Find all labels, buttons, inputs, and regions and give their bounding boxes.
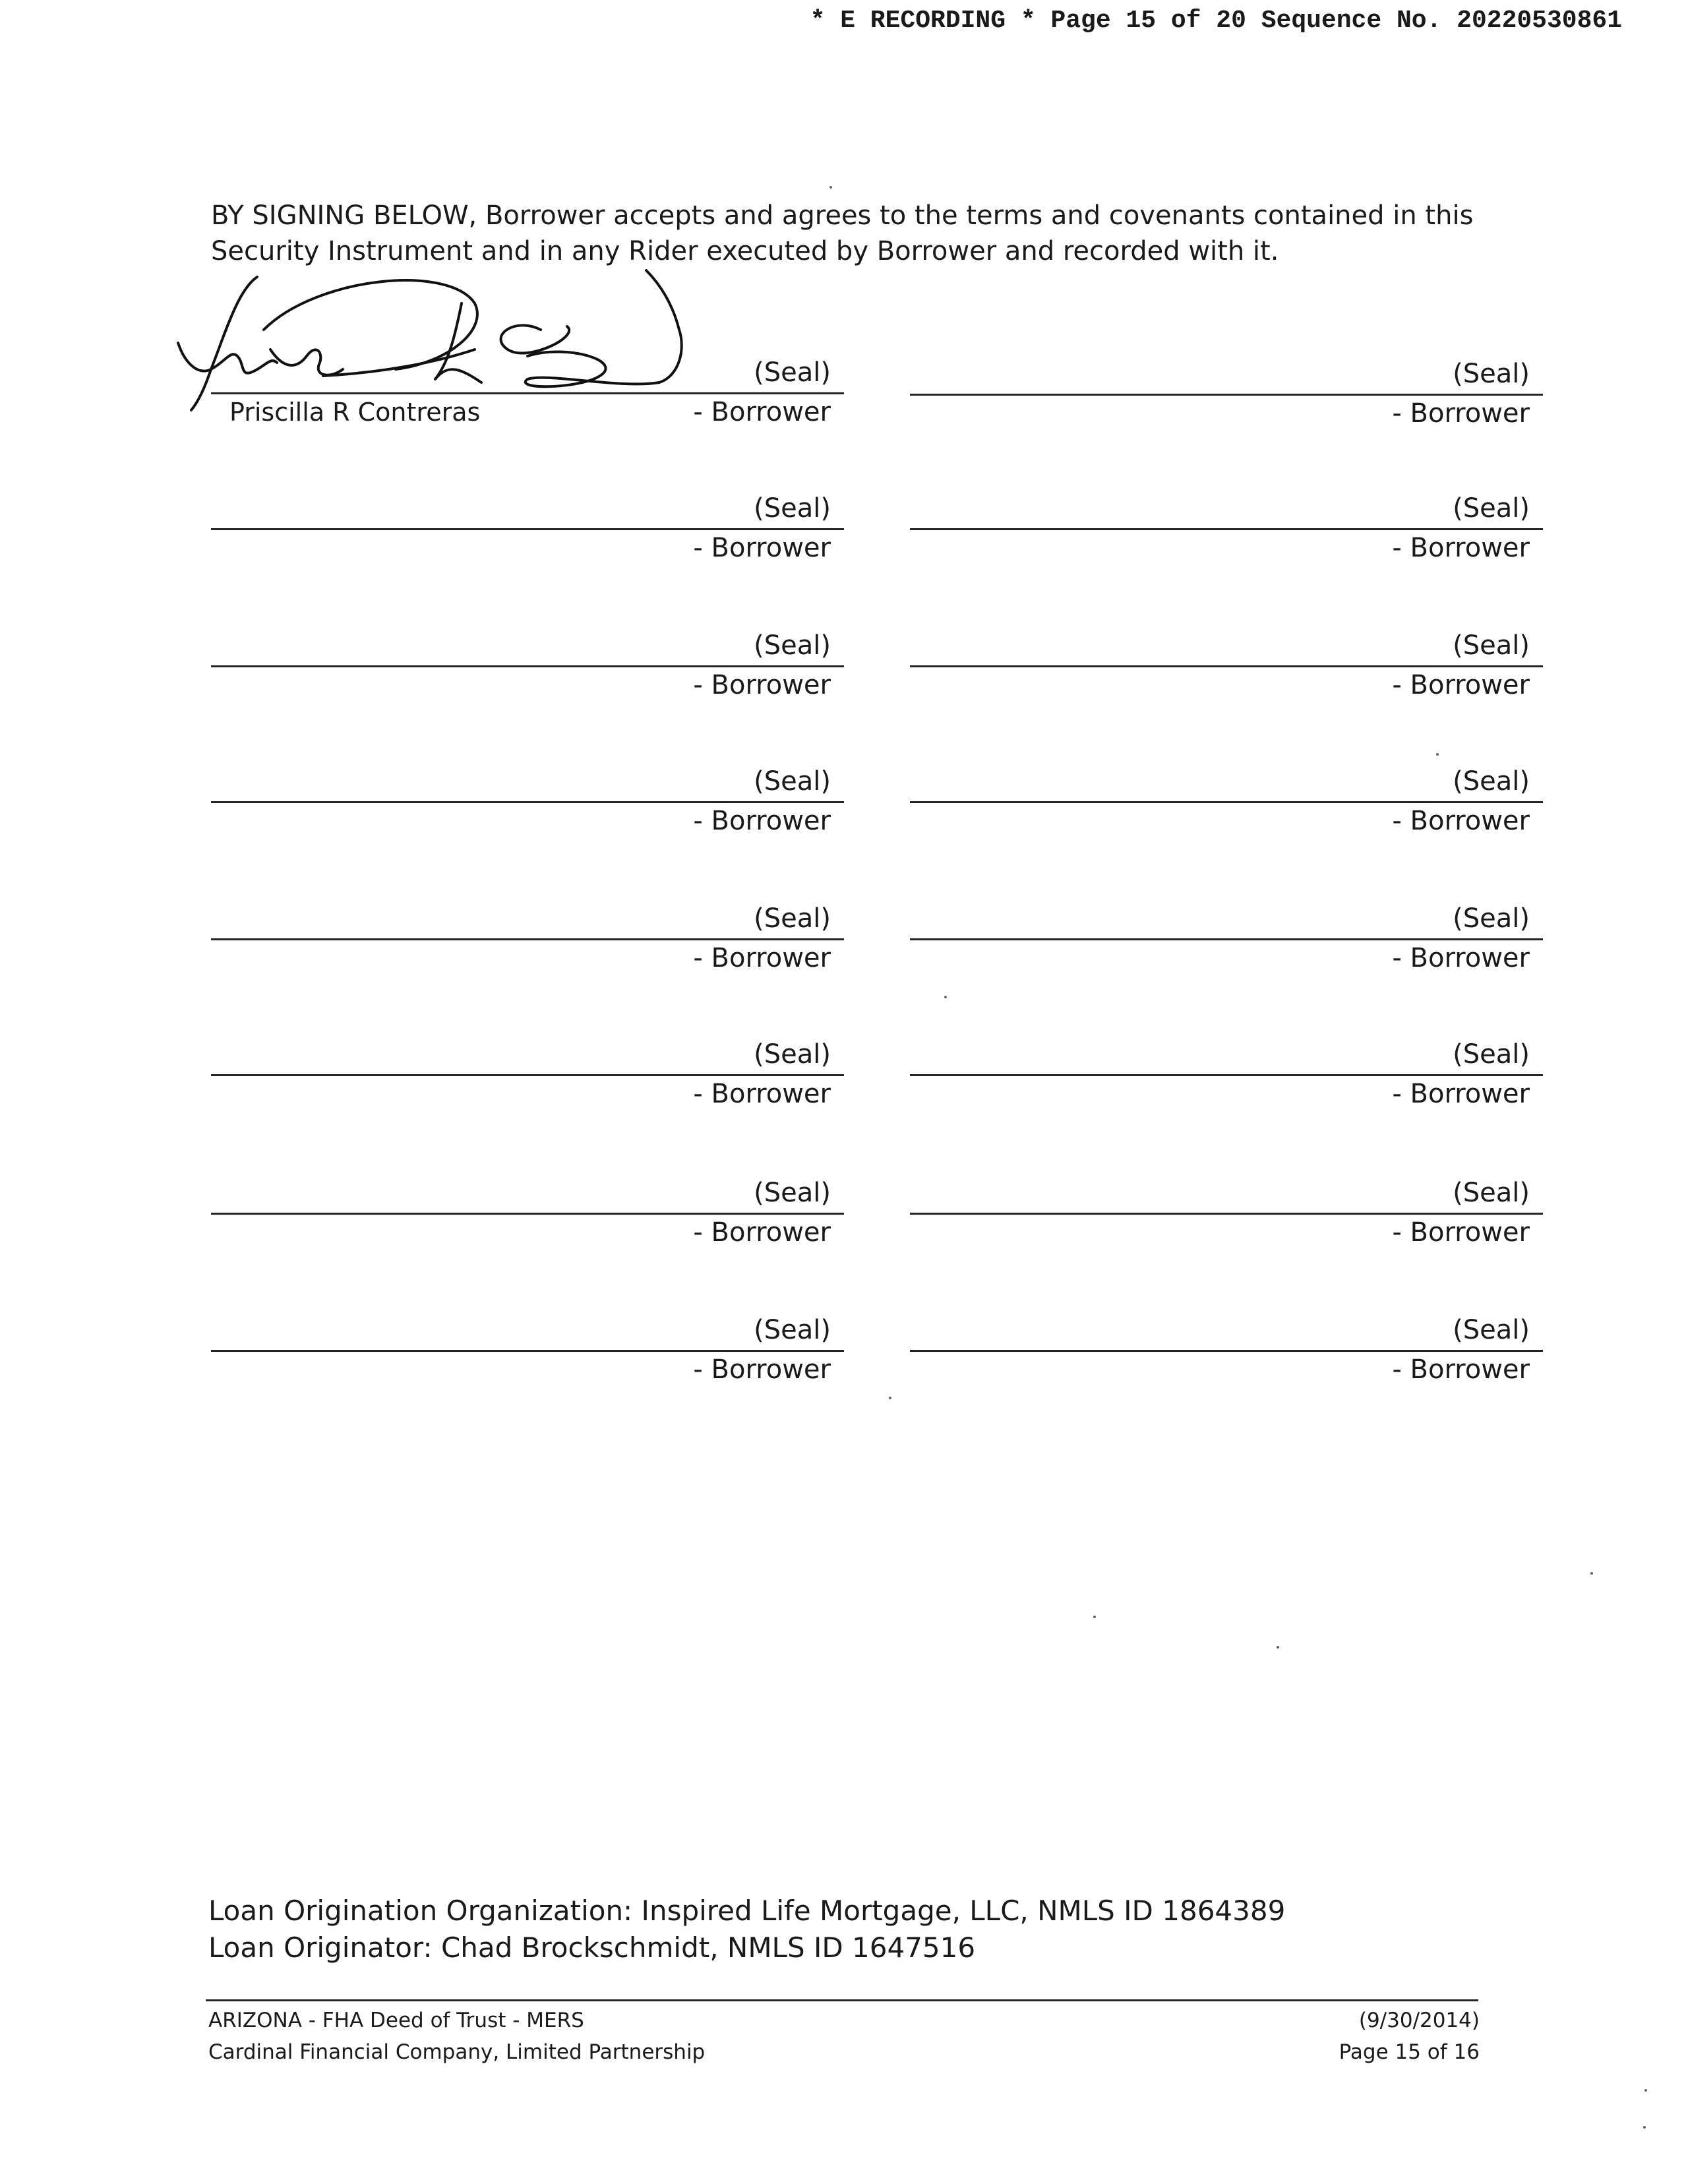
borrower-label: - Borrower	[693, 1217, 831, 1248]
signature-block-right-3[interactable]	[910, 629, 1543, 702]
footer-form-title: ARIZONA - FHA Deed of Trust - MERS	[208, 2009, 584, 2032]
signature-line	[910, 1074, 1543, 1076]
scan-speck	[944, 996, 947, 998]
scan-speck	[829, 186, 832, 189]
borrower-label: - Borrower	[1392, 670, 1530, 700]
signature-line	[910, 938, 1543, 940]
seal-label: (Seal)	[754, 903, 831, 934]
scan-speck	[1643, 2126, 1646, 2129]
signature-block-left-7[interactable]	[211, 1176, 844, 1249]
signature-block-left-6[interactable]	[211, 1038, 844, 1110]
footer-divider	[206, 1999, 1478, 2001]
footer-company: Cardinal Financial Company, Limited Partnership	[208, 2040, 706, 2064]
signing-statement: BY SIGNING BELOW, Borrower accepts and agrees to the terms and covenants contained in this Security Instrument and in any Rider executed by Borrower and recorded with it.	[211, 200, 1474, 266]
seal-label: (Seal)	[1453, 1039, 1530, 1070]
signature-line	[211, 665, 844, 667]
signature-block-left-8[interactable]	[211, 1314, 844, 1386]
footer-form-date: (9/30/2014)	[1358, 2009, 1480, 2032]
borrower-label: - Borrower	[1392, 1217, 1530, 1248]
signature-line	[211, 392, 844, 394]
signature-line	[211, 1213, 844, 1215]
signer-name: Priscilla R Contreras	[229, 398, 481, 427]
borrower-label: - Borrower	[1392, 398, 1530, 429]
footer-form-info	[208, 2005, 705, 2068]
scan-speck	[1644, 2089, 1647, 2092]
borrower-label: - Borrower	[693, 1079, 831, 1109]
signature-line	[211, 1350, 844, 1352]
signature-block-left-5[interactable]	[211, 902, 844, 975]
seal-label: (Seal)	[1453, 903, 1530, 934]
signature-block-left-1[interactable]	[211, 356, 844, 429]
signature-block-right-7[interactable]	[910, 1176, 1543, 1249]
borrower-label: - Borrower	[1392, 1079, 1530, 1109]
signature-line	[910, 1213, 1543, 1215]
scan-speck	[1093, 1616, 1096, 1618]
seal-label: (Seal)	[1453, 1315, 1530, 1345]
signature-line	[910, 394, 1543, 396]
signature-block-right-4[interactable]	[910, 765, 1543, 837]
recording-header: * E RECORDING * Page 15 of 20 Sequence No. 20220530861	[810, 7, 1622, 35]
signature-block-right-8[interactable]	[910, 1314, 1543, 1386]
seal-label: (Seal)	[754, 766, 831, 797]
seal-label: (Seal)	[1453, 493, 1530, 524]
seal-label: (Seal)	[1453, 766, 1530, 797]
signature-block-right-1[interactable]	[910, 357, 1543, 430]
footer-page-info	[1339, 2005, 1480, 2068]
seal-label: (Seal)	[1453, 630, 1530, 661]
borrower-label: - Borrower	[693, 533, 831, 563]
loan-origination-organization: Loan Origination Organization: Inspired Life Mortgage, LLC, NMLS ID 1864389	[208, 1895, 1286, 1927]
seal-label: (Seal)	[754, 1178, 831, 1208]
signature-line	[910, 801, 1543, 803]
seal-label: (Seal)	[754, 630, 831, 661]
signature-line	[910, 528, 1543, 530]
signature-block-right-6[interactable]	[910, 1038, 1543, 1110]
borrower-label: - Borrower	[1392, 1354, 1530, 1385]
scan-speck	[889, 1397, 891, 1399]
signature-line	[211, 1074, 844, 1076]
signature-line	[211, 938, 844, 940]
borrower-label: - Borrower	[693, 397, 831, 427]
scan-speck	[1436, 753, 1439, 756]
seal-label: (Seal)	[754, 493, 831, 524]
seal-label: (Seal)	[1453, 1178, 1530, 1208]
seal-label: (Seal)	[1453, 359, 1530, 389]
signature-block-left-4[interactable]	[211, 765, 844, 837]
borrower-label: - Borrower	[693, 670, 831, 700]
signature-line	[910, 665, 1543, 667]
seal-label: (Seal)	[754, 357, 831, 388]
signature-line	[211, 528, 844, 530]
footer-page-number: Page 15 of 16	[1339, 2040, 1480, 2064]
borrower-label: - Borrower	[1392, 806, 1530, 836]
scan-speck	[1590, 1572, 1593, 1575]
signature-block-right-2[interactable]	[910, 492, 1543, 564]
seal-label: (Seal)	[754, 1039, 831, 1070]
borrower-label: - Borrower	[693, 1354, 831, 1385]
loan-origination-info	[208, 1893, 1461, 1966]
signature-block-left-2[interactable]	[211, 492, 844, 564]
borrower-label: - Borrower	[1392, 533, 1530, 563]
signature-line	[910, 1350, 1543, 1352]
borrower-label: - Borrower	[693, 943, 831, 973]
loan-originator: Loan Originator: Chad Brockschmidt, NMLS ID 1647516	[208, 1931, 976, 1964]
signature-line	[211, 801, 844, 803]
signature-block-right-5[interactable]	[910, 902, 1543, 975]
seal-label: (Seal)	[754, 1315, 831, 1345]
borrower-label: - Borrower	[1392, 943, 1530, 973]
borrower-label: - Borrower	[693, 806, 831, 836]
signature-block-left-3[interactable]	[211, 629, 844, 702]
scan-speck	[1277, 1646, 1279, 1649]
